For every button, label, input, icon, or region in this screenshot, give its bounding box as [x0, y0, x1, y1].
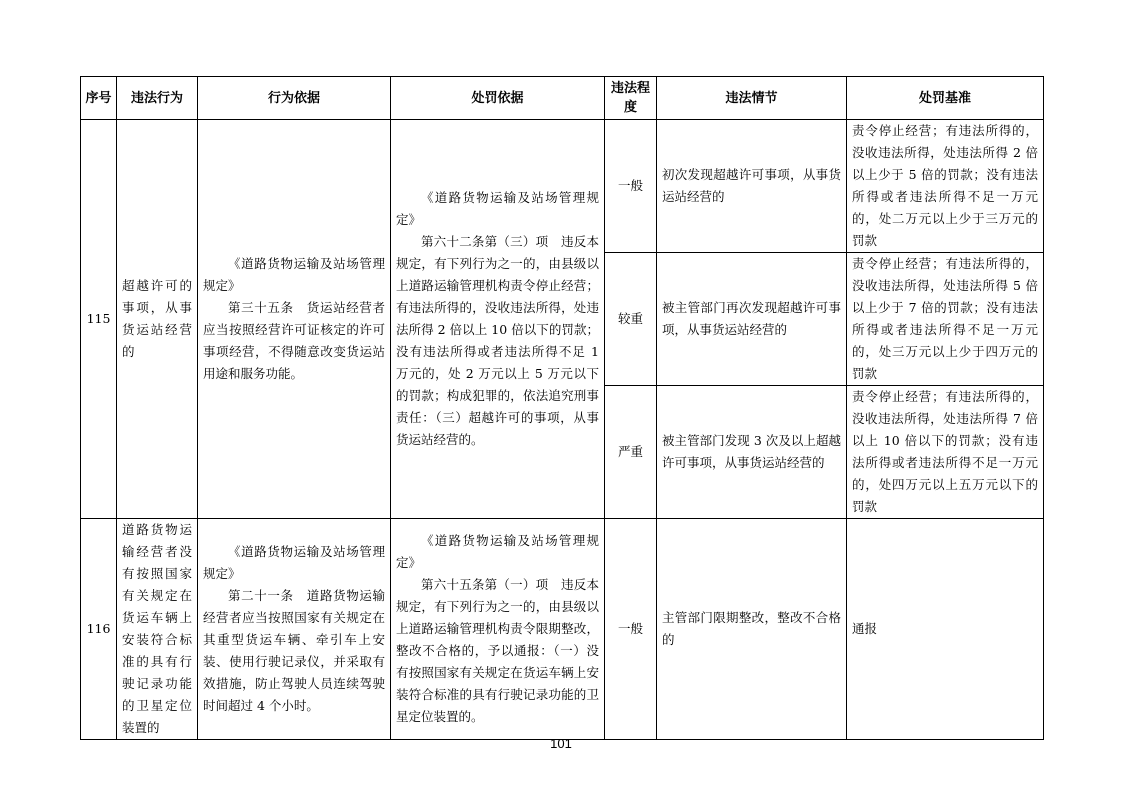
act-basis-body: 第三十五条 货运站经营者应当按照经营许可证核定的许可事项经营，不得随意改变货运站用途和服务功能。 — [203, 300, 385, 381]
act-basis-cell — [198, 519, 391, 740]
standard-cell: 责令停止经营；有违法所得的，没收违法所得，处违法所得 7 倍以上 10 倍以下的罚款；没有违法所得或者违法所得不足一万元的，处四万元以上五万元以下的罚款 — [847, 386, 1044, 519]
penalty-basis-title: 《道路货物运输及站场管理规定》 — [396, 533, 599, 570]
table-row — [81, 519, 1044, 740]
circumstance-cell: 初次发现超越许可事项，从事货运站经营的 — [657, 120, 847, 253]
header-violation-act: 违法行为 — [117, 77, 198, 120]
seq-cell: 116 — [81, 519, 117, 740]
header-violation-circumstance: 违法情节 — [657, 77, 847, 120]
act-basis-title: 《道路货物运输及站场管理规定》 — [203, 256, 385, 293]
standard-cell: 通报 — [847, 519, 1044, 740]
header-penalty-standard: 处罚基准 — [847, 77, 1044, 120]
penalty-standards-table — [80, 76, 1044, 740]
degree-cell: 一般 — [605, 120, 657, 253]
degree-cell: 较重 — [605, 253, 657, 386]
header-penalty-basis: 处罚依据 — [391, 77, 605, 120]
act-basis-body: 第二十一条 道路货物运输经营者应当按照国家有关规定在其重型货运车辆、牵引车上安装、使用行驶记录仪，并采取有效措施，防止驾驶人员连续驾驶时间超过 4 个小时。 — [203, 588, 385, 713]
header-act-basis: 行为依据 — [198, 77, 391, 120]
table-header-row — [81, 77, 1044, 120]
standard-cell: 责令停止经营；有违法所得的，没收违法所得，处违法所得 2 倍以上少于 5 倍的罚款；没有违法所得或者违法所得不足一万元的，处二万元以上少于三万元的罚款 — [847, 120, 1044, 253]
act-basis-title: 《道路货物运输及站场管理规定》 — [203, 544, 385, 581]
penalty-basis-body: 第六十二条第（三）项 违反本规定，有下列行为之一的，由县级以上道路运输管理机构责令停止经营；有违法所得的，没收违法所得，处违法所得 2 倍以上 10 倍以下的罚款；没有违法所得或者违法所得不足 1 万元的，处 2 万元以上 5 万元以下的罚款；构成犯罪的，依法追究刑事责任：（三）超越许可的事项，从事货运站经营的。 — [396, 234, 599, 447]
degree-cell: 一般 — [605, 519, 657, 740]
degree-cell: 严重 — [605, 386, 657, 519]
penalty-basis-cell — [391, 519, 605, 740]
circumstance-cell: 被主管部门再次发现超越许可事项，从事货运站经营的 — [657, 253, 847, 386]
penalty-basis-cell — [391, 120, 605, 519]
header-violation-degree: 违法程度 — [605, 77, 657, 120]
circumstance-cell: 被主管部门发现 3 次及以上超越许可事项，从事货运站经营的 — [657, 386, 847, 519]
header-seq: 序号 — [81, 77, 117, 120]
standard-cell: 责令停止经营；有违法所得的，没收违法所得，处违法所得 5 倍以上少于 7 倍的罚款；没有违法所得或者违法所得不足一万元的，处三万元以上少于四万元的罚款 — [847, 253, 1044, 386]
penalty-basis-title: 《道路货物运输及站场管理规定》 — [396, 190, 599, 227]
table-row — [81, 120, 1044, 253]
violation-act-cell: 超越许可的事项，从事货运站经营的 — [117, 120, 198, 519]
violation-act-cell: 道路货物运输经营者没有按照国家有关规定在货运车辆上安装符合标准的具有行驶记录功能的卫星定位装置的 — [117, 519, 198, 740]
seq-cell: 115 — [81, 120, 117, 519]
circumstance-cell: 主管部门限期整改，整改不合格的 — [657, 519, 847, 740]
penalty-basis-body: 第六十五条第（一）项 违反本规定，有下列行为之一的，由县级以上道路运输管理机构责令限期整改，整改不合格的，予以通报：（一）没有按照国家有关规定在货运车辆上安装符合标准的具有行驶记录功能的卫星定位装置的。 — [396, 577, 599, 724]
act-basis-cell — [198, 120, 391, 519]
page-number: 101 — [550, 736, 572, 751]
